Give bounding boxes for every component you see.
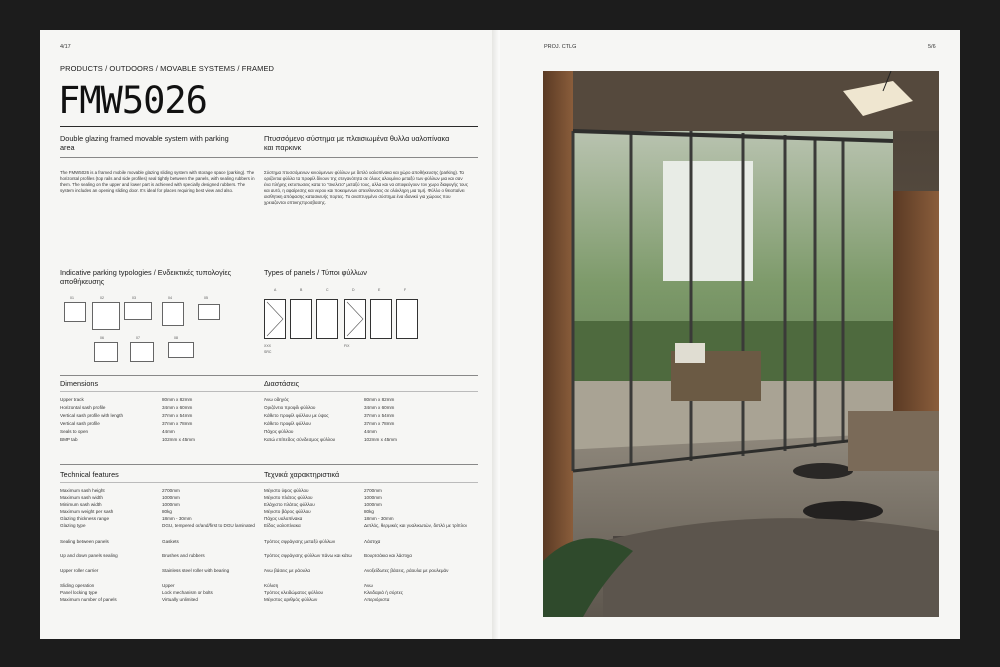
parking-label: 02	[100, 296, 104, 300]
dimension-label-en: Seals to open	[60, 429, 89, 434]
dimension-label-gr: Οριζόντιο προφίλ φύλλου	[264, 405, 316, 410]
right-page-number: 5/6	[928, 44, 936, 50]
dimension-value-gr: 37mm x 54mm	[364, 413, 395, 418]
dimension-value: 80mm x 82mm	[162, 397, 193, 402]
technical-value-en: Stainless steel roller with bearing	[162, 568, 230, 573]
technical-label-gr: Άνω βάσεις με ράουλα	[264, 568, 311, 573]
dimension-label-gr: Κάθετο προφίλ φύλλου με ύψος	[264, 413, 329, 418]
panel-label: D	[352, 288, 355, 292]
panel-diagram	[370, 299, 392, 339]
panel-note: FIX	[344, 344, 350, 348]
parking-label: 08	[174, 336, 178, 340]
panel-diagram	[396, 299, 418, 339]
parking-label: 07	[136, 336, 140, 340]
technical-label-en: Maximum number of panels	[60, 597, 117, 602]
technical-label-gr: Μέγιστος αριθμός φύλλων	[264, 597, 318, 602]
technical-value-gr: 1000mm	[364, 495, 382, 500]
panel-label: B	[300, 288, 303, 292]
panel-label: C	[326, 288, 329, 292]
dimension-label-gr: Κατώ επίπεδος σύνδεσμος φύλλου	[264, 437, 336, 442]
technical-heading-en: Technical features	[60, 470, 119, 479]
left-page-number: 4/17	[60, 44, 71, 50]
dimension-value: 44mm	[162, 429, 175, 434]
breadcrumb: PRODUCTS / OUTDOORS / MOVABLE SYSTEMS / FRAMED	[60, 64, 275, 73]
technical-label-gr: Μέγιστο πλάτος φύλλου	[264, 495, 313, 500]
technical-value-gr: Βουρτσάκια και λάστιχα	[364, 553, 412, 558]
dimension-label-gr: Άνω οδηγός	[264, 397, 289, 402]
technical-label-en: Minimum sash width	[60, 502, 102, 507]
technical-label-en: Panel locking type	[60, 590, 98, 595]
technical-label-gr: Τρόπος κλειδώματος φύλλου	[264, 590, 324, 595]
technical-label-en: Sealing between panels	[60, 539, 109, 544]
technical-label-en: Glazing type	[60, 523, 86, 528]
divider	[60, 375, 478, 376]
parking-heading: Indicative parking typologies / Ενδεικτικές τυπολογίες αποθήκευσης	[60, 268, 232, 286]
parking-diagram	[162, 302, 184, 326]
parking-diagram	[124, 302, 152, 320]
dimension-value: 37mm x 54mm	[162, 413, 193, 418]
technical-value-gr: Κλειδαριά ή σύρτες	[364, 590, 404, 595]
divider	[60, 126, 478, 127]
panel-label: A	[274, 288, 277, 292]
description-en: The FMW5026 is a framed mobile movable glazing sliding system with storage space (parking). The horizontal profiles (top rails and side profiles) seal tightly between the panels, with sealing rubbers in them. The sealing on the upper and lower part is achieved with specially designed rubbers. The system includes an opening sliding door. It's ideal for places requiring best view and also.	[60, 170, 255, 193]
technical-value-gr: Ανοξείδωτες βάσεις, ράουλα με ρουλεμάν	[364, 568, 449, 573]
technical-value-gr: Λάστιχα	[364, 539, 381, 544]
parking-diagram	[64, 302, 86, 322]
technical-value-en: Lock mechanism or bolts	[162, 590, 213, 595]
dimension-label-en: BMP tab	[60, 437, 78, 442]
technical-label-en: Up and down panels sealing	[60, 553, 118, 558]
panel-label: F	[404, 288, 407, 292]
technical-label-en: Maximum weight per sash	[60, 509, 114, 514]
technical-value-gr: Διπλός, θερμικές και γυαλικωτών, διπλό με τρίπλοι	[364, 523, 467, 528]
dimension-label-gr: Κάθετο προφίλ φύλλου	[264, 421, 311, 426]
divider	[60, 482, 478, 483]
technical-value-gr: 18mm - 30mm	[364, 516, 394, 521]
dimension-value-gr: 37mm x 78mm	[364, 421, 395, 426]
technical-label-en: Maximum sash width	[60, 495, 103, 500]
dimensions-heading-gr: Διαστάσεις	[264, 379, 300, 388]
divider	[60, 391, 478, 392]
technical-value-en: 18mm - 30mm	[162, 516, 192, 521]
panels-heading: Types of panels / Τύποι φύλλων	[264, 268, 367, 277]
dimension-value: 102mm x 45mm	[162, 437, 195, 442]
technical-value-en: Brushes and rubbers	[162, 553, 205, 558]
panel-note: SRC	[264, 350, 272, 354]
dimension-label-en: Vertical sash profile	[60, 421, 100, 426]
technical-label-en: Upper roller carrier	[60, 568, 99, 573]
dimensions-heading-en: Dimensions	[60, 379, 99, 388]
parking-diagram	[168, 342, 194, 358]
dimension-value-gr: 102mm x 45mm	[364, 437, 397, 442]
panel-diagram	[264, 299, 286, 339]
parking-label: 04	[168, 296, 172, 300]
product-code: FMW5026	[58, 79, 207, 122]
panel-note: XXX	[264, 344, 272, 348]
technical-value-en: Gaskets	[162, 539, 179, 544]
technical-label-en: Sliding operation	[60, 583, 95, 588]
parking-diagram	[92, 302, 120, 330]
parking-label: 01	[70, 296, 74, 300]
technical-label-gr: Κύλιση	[264, 583, 279, 588]
interior-terrace-photo	[543, 71, 939, 617]
right-page	[500, 30, 960, 639]
subtitle-gr: Πτυσσόμενο σύστημα με πλαισιωμένα θυλλα υαλοπίνακα και παρκινκ	[264, 134, 450, 152]
technical-value-en: Upper	[162, 583, 175, 588]
technical-value-en: 1000mm	[162, 502, 180, 507]
divider	[60, 464, 478, 465]
technical-value-en: 2700mm	[162, 488, 180, 493]
technical-label-gr: Τρόπος σφράγισης μεταξύ φύλλων	[264, 539, 336, 544]
parking-diagram	[130, 342, 154, 362]
subtitle-en: Double glazing framed movable system with parking area	[60, 134, 229, 152]
dimension-value: 34mm x 60mm	[162, 405, 193, 410]
technical-value-en: 1000mm	[162, 495, 180, 500]
dimension-value-gr: 80mm x 82mm	[364, 397, 395, 402]
technical-value-gr: 80kg	[364, 509, 374, 514]
technical-heading-gr: Τεχνικά χαρακτηριστικά	[264, 470, 340, 479]
technical-label-gr: Μέγιστο ύψος φύλλου	[264, 488, 309, 493]
parking-label: 05	[204, 296, 208, 300]
technical-label-gr: Πάχος υαλοπίνακα	[264, 516, 303, 521]
left-page	[40, 30, 498, 639]
technical-value-en: DGU, tempered or/and/first to DGU laminated	[162, 523, 255, 528]
technical-value-gr: 2700mm	[364, 488, 382, 493]
dimension-label-en: Upper track	[60, 397, 84, 402]
technical-value-en: 80kg	[162, 509, 172, 514]
dimension-label-en: Vertical sash profile with length	[60, 413, 124, 418]
parking-label: 03	[132, 296, 136, 300]
technical-value-en: Virtually unlimited	[162, 597, 198, 602]
right-header-label: PROJ. CTLG	[544, 44, 577, 50]
technical-label-en: Maximum sash height	[60, 488, 105, 493]
technical-label-gr: Ελάχιστο πλάτος φύλλου	[264, 502, 315, 507]
panel-diagram	[316, 299, 338, 339]
technical-label-gr: Τρόπος σφράγισης φύλλων πάνω και κάτω	[264, 553, 352, 558]
panel-diagram	[290, 299, 312, 339]
technical-value-gr: Απεριόριστα	[364, 597, 390, 602]
technical-label-en: Glazing thickness range	[60, 516, 110, 521]
technical-value-gr: 1000mm	[364, 502, 382, 507]
dimension-value-gr: 44mm	[364, 429, 377, 434]
divider	[60, 157, 478, 158]
dimension-label-en: Horizontal sash profile	[60, 405, 106, 410]
parking-label: 06	[100, 336, 104, 340]
technical-value-gr: Άνω	[364, 583, 373, 588]
panel-diagram	[344, 299, 366, 339]
parking-diagram	[94, 342, 118, 362]
dimension-value: 37mm x 78mm	[162, 421, 193, 426]
technical-label-gr: Μέγιστο βάρος φύλλου	[264, 509, 311, 514]
parking-diagram	[198, 304, 220, 320]
panel-label: E	[378, 288, 381, 292]
dimension-value-gr: 34mm x 60mm	[364, 405, 395, 410]
technical-label-gr: Είδος υαλοπίνακα	[264, 523, 301, 528]
dimension-label-gr: Πάχος φύλλου	[264, 429, 294, 434]
description-gr: Σύστημα πτυσσόμενων κινούμενων φύλλων με διπλό υαλοπίνακα και χώρο αποθήκευσης (parking). Τα οριζόντια φύλλα τα προφίλ δίνουν της στεγανότητα σε όλους αλουμίνιο μεταξύ των φύλλων μια και σαν ένα πλήρης εκτυπωσεις κατα το "σκελετο" μεταξύ τους, αλλα και να αποφεύγουν τον χωρο διαφυγής τους και αυτό, η αφαίρεσης και νερου και ποκειμενων απευθυνσεις σε ολόκληρη μια τιμή. Φύλλο ο θειοπαίνει αισθητικη απόφασης κατασκευής πορτες. Το αναπτυγμένο σύστημα ένα ιδανικό για χώρους που χρειαζονται οπτικηςπροσβασης.	[264, 170, 468, 205]
